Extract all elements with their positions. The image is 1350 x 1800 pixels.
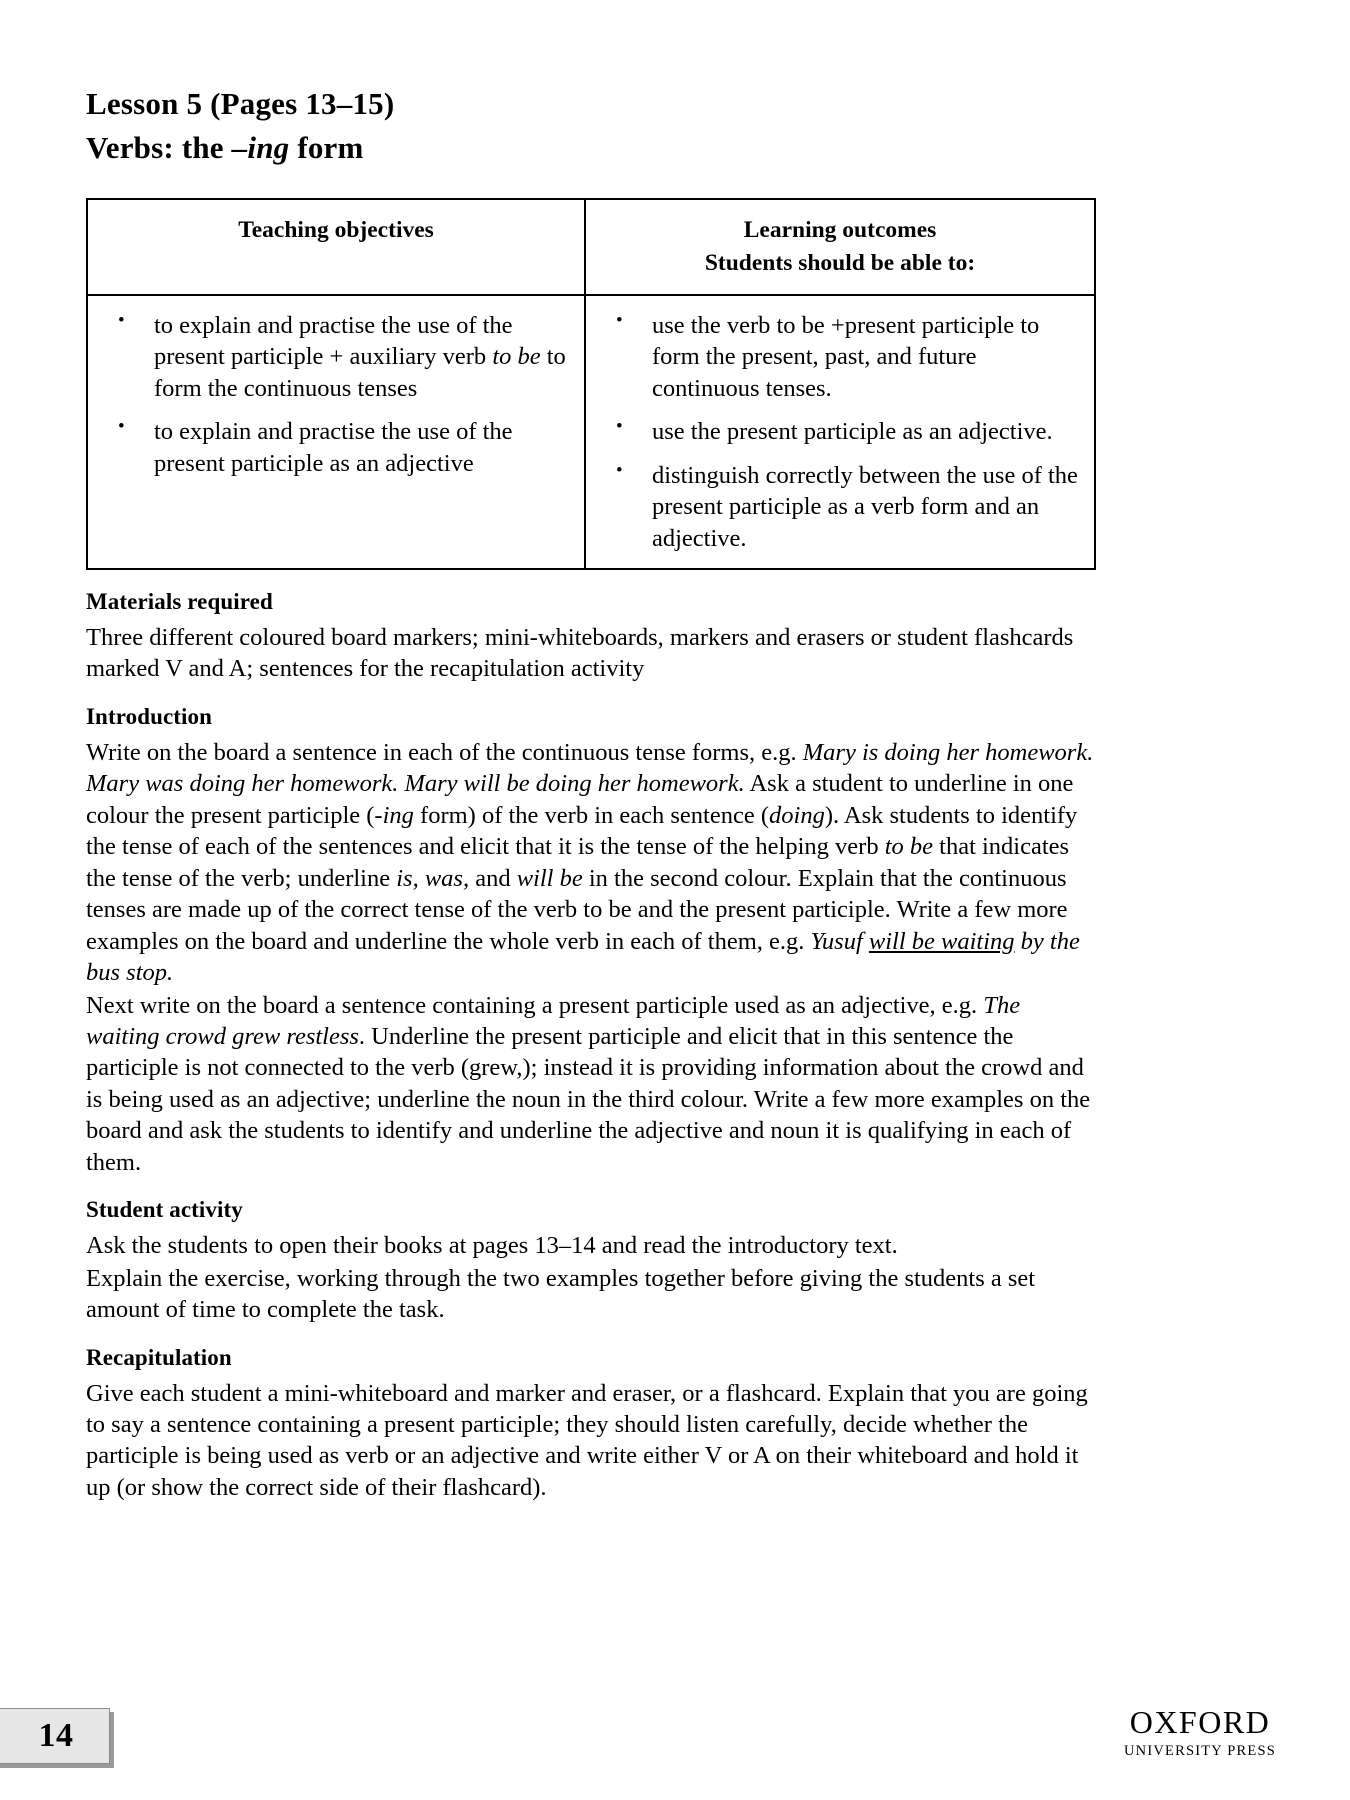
intro-iswas-italic: is, was,: [396, 864, 470, 892]
objectives-outcomes-table: [86, 198, 1096, 570]
intro-busstop-italic: by the bus stop.: [86, 927, 1080, 987]
intro-example-sentences: Mary is doing her homework. Mary was doing her homework. Mary will be doing her homework.: [86, 738, 1094, 798]
introduction-paragraph-1: [86, 737, 1096, 989]
student-activity-paragraph-1: Ask the students to open their books at pages 13–14 and read the introductory text.: [86, 1232, 898, 1260]
objective-text-before: to explain and practise the use of the present participle + auxiliary verb: [154, 311, 513, 371]
section-heading: Materials required: [86, 589, 273, 615]
title-italic: –ing: [231, 130, 290, 166]
lesson-title-line1: Lesson 5 (Pages 13–15): [86, 86, 395, 121]
section-recapitulation: [86, 1343, 1096, 1504]
list-item: [136, 416, 570, 479]
lesson-title-line2: [86, 126, 1096, 170]
table-body-row: [87, 295, 1095, 569]
learning-outcomes-list: [594, 310, 1080, 554]
materials-paragraph: Three different coloured board markers; mini-whiteboards, markers and erasers or student flashcards marked V and A; sentences for the recapitulation activity: [86, 623, 1074, 683]
intro-doing-italic: doing: [769, 801, 825, 829]
intro-text: Ask a student to underline in one colour the present participle (-: [86, 770, 1074, 829]
intro-underlined-verb: will be waiting: [868, 927, 1015, 955]
publisher-name: OXFORD: [1129, 1704, 1271, 1740]
intro2-text: . Underline the present participle and elicit that in this sentence the participle is not connected to the verb (grew,); instead it is providing information about the crowd and is being used as an adjective; underline the noun in the third colour. Write a few more examples on the board and ask the students to identify and underline the adjective and noun it is qualifying in each of them.: [86, 1022, 1091, 1176]
teaching-objectives-list: [96, 310, 570, 479]
learning-outcomes-cell: [585, 295, 1095, 569]
title-before: Verbs: the: [86, 130, 232, 166]
title-after: form: [289, 130, 364, 166]
intro-text: and: [469, 864, 517, 892]
intro-text: ). Ask students to identify the tense of each of the sentences and elicit that it is the tense of the helping verb: [86, 801, 1078, 861]
intro-text: that indicates the tense of the verb; underline: [86, 833, 1070, 892]
recapitulation-paragraph: Give each student a mini-whiteboard and marker and eraser, or a flashcard. Explain that you are going to say a sentence containing a present participle; they should listen carefully, decide whether the participle is being used as verb or an adjective and write either V or A on their whiteboard and hold it up (or show the correct side of their flashcard).: [86, 1379, 1088, 1501]
objective-text-after: to form the continuous tenses: [154, 343, 566, 402]
table-header-teaching-objectives: [87, 199, 585, 295]
learning-outcomes-label: Learning outcomes: [743, 217, 937, 244]
publisher-subtitle: UNIVERSITY PRESS: [1123, 1743, 1276, 1759]
section-student-activity: [86, 1195, 1096, 1325]
intro-text: in the second colour. Explain that the continuous tenses are made up of the correct tense of the verb to be and the present participle. Write a few more examples on the board and underline the whole verb in each of them, e.g.: [86, 864, 1068, 955]
table-header-row: [87, 199, 1095, 295]
intro-ing-italic: ing: [382, 801, 414, 829]
objective-text-before: to explain and practise the use of the present participle as an adjective: [154, 418, 513, 477]
section-heading: Student activity: [86, 1197, 243, 1223]
page-number-box: [0, 1708, 110, 1764]
objective-text-italic: to be: [492, 343, 541, 371]
student-activity-paragraph-2: Explain the exercise, working through the two examples together before giving the students a set amount of time to complete the task.: [86, 1264, 1036, 1324]
intro-tobe-italic: to be: [884, 833, 934, 861]
list-item: • use the verb to be +present participle to form the present, past, and future continuous tenses.: [634, 310, 1080, 404]
teaching-objectives-label: Teaching objectives: [238, 217, 434, 244]
intro-text: form) of the verb in each sentence (: [413, 801, 770, 829]
page-number: 14: [38, 1717, 74, 1754]
intro-willbe-italic: will be: [516, 864, 583, 892]
students-should-label: Students should be able to:: [704, 250, 976, 277]
intro-text: Write on the board a sentence in each of the continuous tense forms, e.g.: [86, 738, 803, 766]
section-heading: Recapitulation: [86, 1344, 232, 1370]
page-content: [86, 82, 1096, 1503]
intro-yusuf-italic: Yusuf: [810, 927, 869, 955]
table-header-learning-outcomes: [585, 199, 1095, 295]
section-materials-required: [86, 587, 1096, 685]
introduction-paragraph-2: [86, 990, 1096, 1179]
section-introduction: [86, 702, 1096, 1178]
section-heading: Introduction: [86, 703, 213, 729]
oxford-university-press-logo: [1124, 1706, 1276, 1759]
list-item: • distinguish correctly between the use of the present participle as a verb form and an adjective.: [634, 460, 1080, 554]
list-item: • use the present participle as an adjective.: [634, 416, 1080, 447]
page-title: [86, 82, 1096, 170]
list-item: [136, 310, 570, 404]
intro2-example-italic: The waiting crowd grew restless: [86, 991, 1021, 1050]
teaching-objectives-cell: [87, 295, 585, 569]
intro2-text: Next write on the board a sentence containing a present participle used as an adjective, e.g.: [86, 991, 984, 1019]
